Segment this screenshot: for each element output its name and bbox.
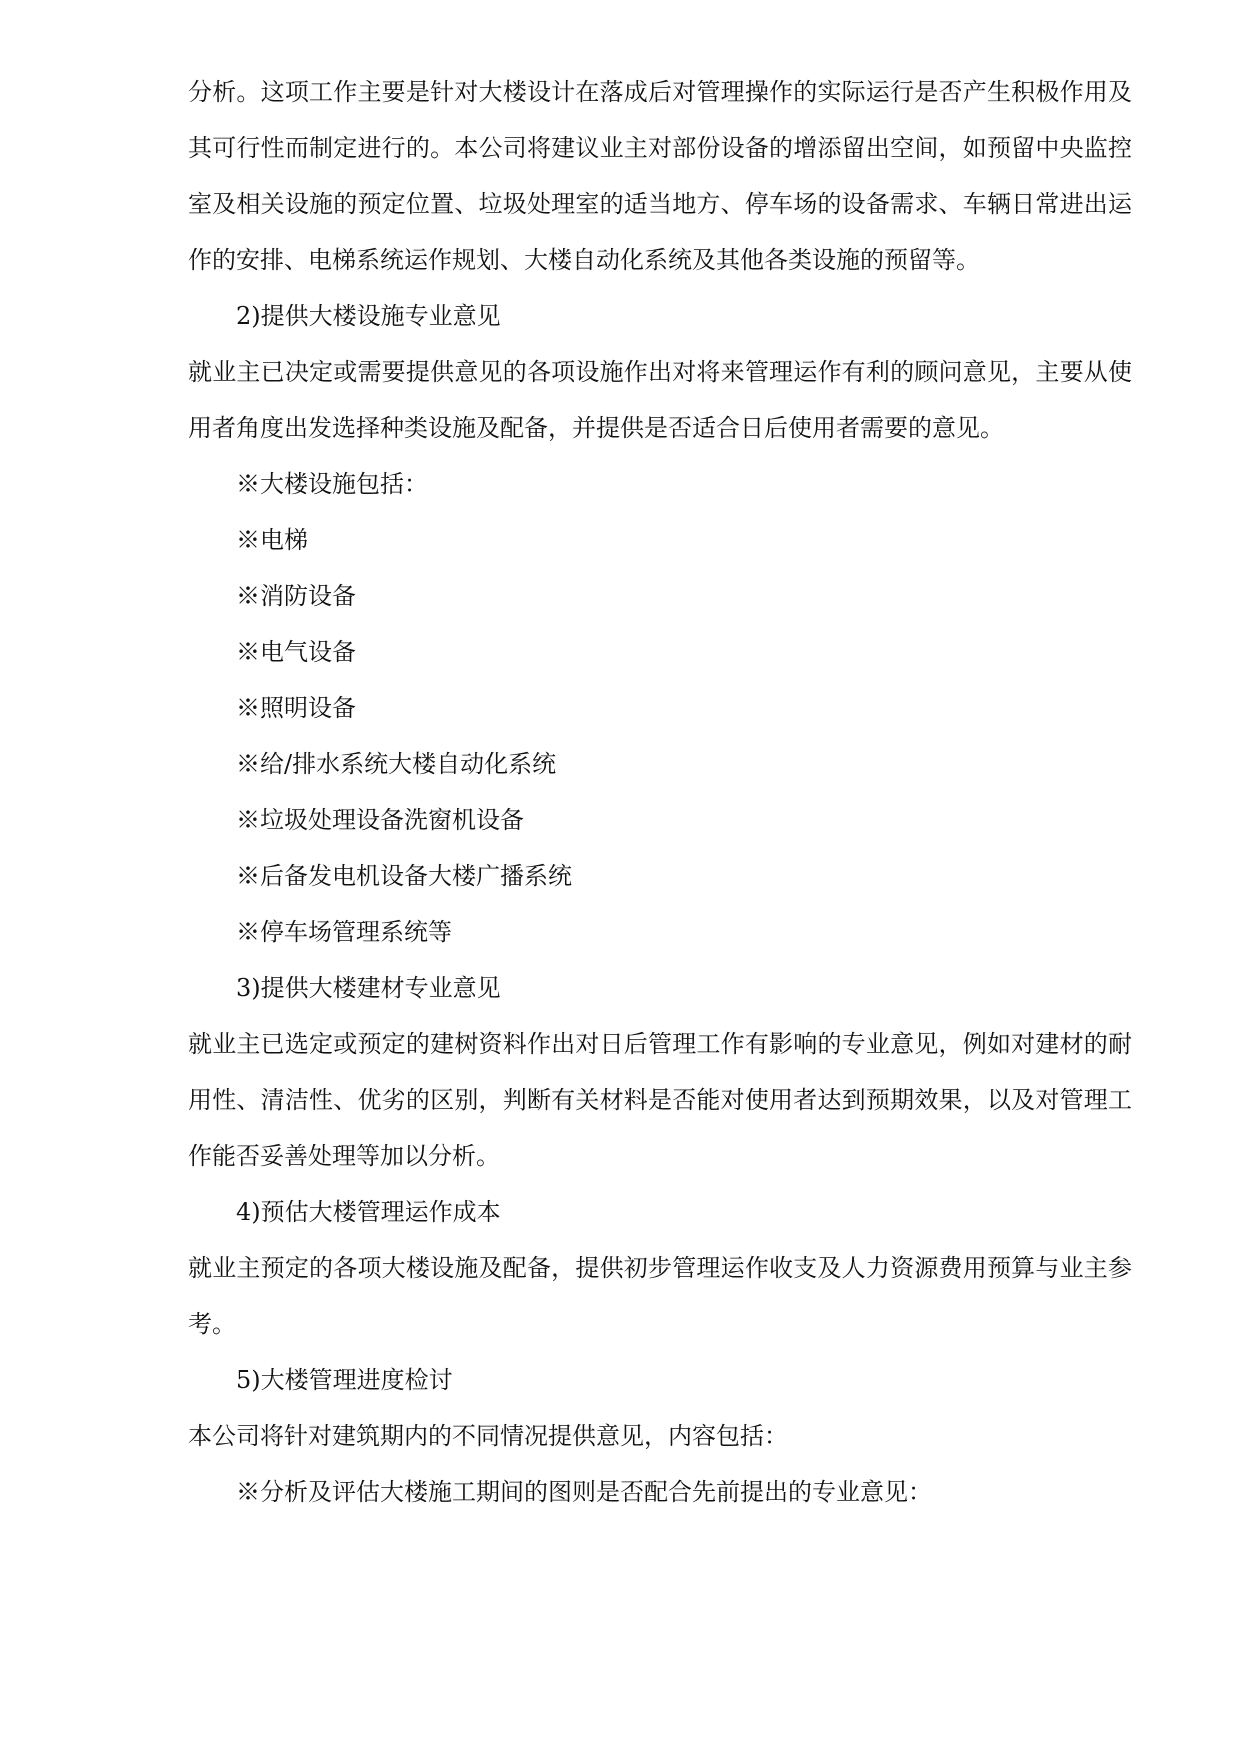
paragraph-design-analysis: 分析。这项工作主要是针对大楼设计在落成后对管理操作的实际运行是否产生积极作用及其可行性而制定进行的。本公司将建议业主对部份设备的增添留出空间，如预留中央监控室及相关设施的预定位置、垃圾处理室的适当地方、停车场的设备需求、车辆日常进出运作的安排、电梯系统运作规划、大楼自动化系统及其他各类设施的预留等。 — [188, 78, 1132, 274]
list-item-electrical-equipment: ※电气设备 — [236, 638, 356, 666]
document-body — [188, 64, 1132, 1520]
paragraph-cost-estimate: 就业主预定的各项大楼设施及配备，提供初步管理运作收支及人力资源费用预算与业主参考。 — [188, 1254, 1132, 1338]
heading-cost-estimate: 4)预估大楼管理运作成本 — [236, 1198, 501, 1226]
list-item-garbage-window-cleaning: ※垃圾处理设备洗窗机设备 — [236, 806, 524, 834]
list-item-drawing-analysis: ※分析及评估大楼施工期间的图则是否配合先前提出的专业意见： — [236, 1478, 932, 1506]
list-item-parking-management: ※停车场管理系统等 — [236, 918, 452, 946]
paragraph-facilities-advice: 就业主已决定或需要提供意见的各项设施作出对将来管理运作有利的顾问意见，主要从使用者角度出发选择种类设施及配备，并提供是否适合日后使用者需要的意见。 — [188, 358, 1132, 442]
heading-facilities-advice: 2)提供大楼设施专业意见 — [236, 302, 501, 330]
paragraph-materials-advice: 就业主已选定或预定的建树资料作出对日后管理工作有影响的专业意见，例如对建材的耐用性、清洁性、优劣的区别，判断有关材料是否能对使用者达到预期效果，以及对管理工作能否妥善处理等加以分析。 — [188, 1030, 1132, 1170]
list-item-lighting-equipment: ※照明设备 — [236, 694, 356, 722]
list-item-water-automation: ※给/排水系统大楼自动化系统 — [236, 750, 557, 778]
paragraph-progress-review: 本公司将针对建筑期内的不同情况提供意见，内容包括： — [188, 1422, 788, 1450]
list-item-elevator: ※电梯 — [236, 526, 308, 554]
list-item-fire-equipment: ※消防设备 — [236, 582, 356, 610]
list-item-facilities-include: ※大楼设施包括： — [236, 470, 428, 498]
list-item-generator-broadcast: ※后备发电机设备大楼广播系统 — [236, 862, 572, 890]
heading-materials-advice: 3)提供大楼建材专业意见 — [236, 974, 501, 1002]
heading-progress-review: 5)大楼管理进度检讨 — [236, 1366, 453, 1394]
